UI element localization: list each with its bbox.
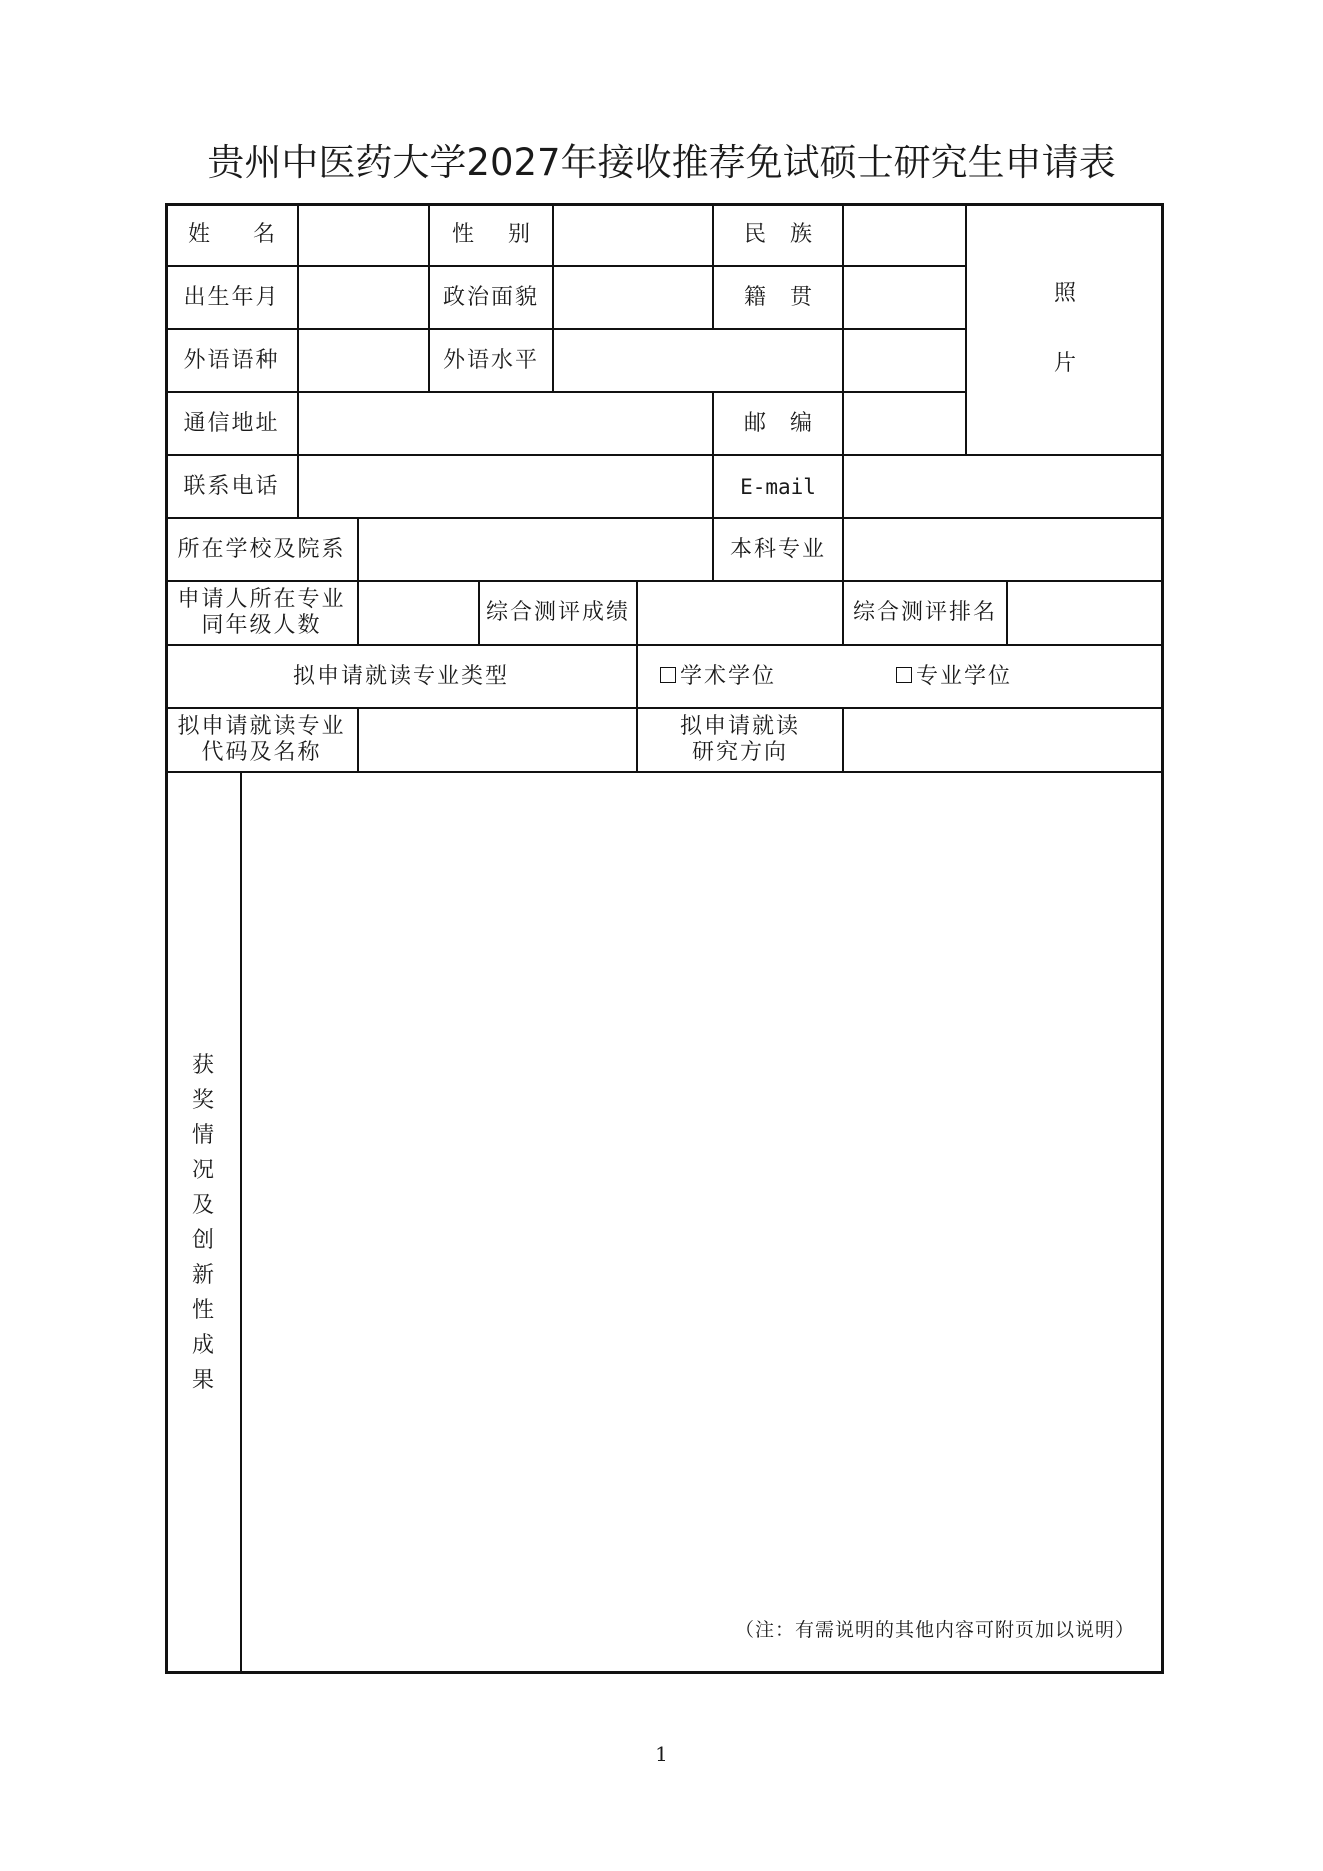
awards-label-char: 奖 bbox=[191, 1087, 214, 1113]
research-direction-label-line: 拟申请就读 bbox=[679, 714, 800, 739]
foreign-language-level-label: 外语水平 bbox=[442, 347, 539, 373]
undergrad-major-label: 本科专业 bbox=[729, 536, 826, 562]
ethnicity-label bbox=[714, 204, 842, 265]
awards-label-char: 情 bbox=[191, 1122, 214, 1148]
awards-label-char: 获 bbox=[191, 1052, 214, 1078]
awards-label bbox=[166, 773, 240, 1672]
ethnicity-label-char: 族 bbox=[789, 221, 812, 247]
major-code-name-label bbox=[166, 709, 357, 771]
awards-label-char: 新 bbox=[191, 1262, 214, 1288]
phone-field[interactable] bbox=[299, 456, 712, 517]
native-place-label-char: 籍 bbox=[744, 284, 767, 310]
email-label: E-mail bbox=[740, 474, 816, 499]
awards-label-char: 创 bbox=[191, 1227, 214, 1253]
political-status-label: 政治面貌 bbox=[442, 284, 539, 310]
academic-degree-option[interactable] bbox=[660, 646, 800, 707]
gender-field[interactable] bbox=[554, 204, 712, 265]
classmates-count-label-line: 申请人所在专业 bbox=[177, 587, 346, 612]
school-department-field[interactable] bbox=[359, 519, 712, 580]
awards-label-char: 况 bbox=[191, 1157, 214, 1183]
academic-degree-checkbox[interactable] bbox=[660, 667, 676, 683]
professional-degree-checkbox[interactable] bbox=[896, 667, 912, 683]
form-note: （注：有需说明的其他内容可附页加以说明） bbox=[734, 1619, 1135, 1641]
major-code-name-field[interactable] bbox=[359, 709, 636, 771]
gender-label bbox=[430, 204, 552, 265]
academic-degree-label: 学术学位 bbox=[680, 663, 777, 689]
name-label-char: 名 bbox=[252, 221, 275, 247]
foreign-language-level-field[interactable] bbox=[554, 330, 965, 391]
photo-label-char: 片 bbox=[1053, 351, 1076, 376]
overall-rank-label: 综合测评排名 bbox=[852, 600, 997, 625]
overall-score-field[interactable] bbox=[638, 582, 842, 644]
name-label bbox=[166, 204, 297, 265]
address-field[interactable] bbox=[299, 393, 712, 454]
classmates-count-label-line: 同年级人数 bbox=[201, 613, 322, 638]
photo-label-char: 照 bbox=[1053, 281, 1076, 306]
birth-date-field[interactable] bbox=[299, 267, 428, 328]
col-divider bbox=[636, 644, 638, 707]
awards-field[interactable] bbox=[242, 773, 1162, 1672]
degree-type-label: 拟申请就读专业类型 bbox=[292, 663, 509, 689]
ethnicity-field[interactable] bbox=[844, 204, 965, 265]
research-direction-label bbox=[638, 709, 842, 771]
gender-label-char: 别 bbox=[507, 221, 530, 247]
ethnicity-label-char: 民 bbox=[744, 221, 767, 247]
postcode-label bbox=[714, 393, 842, 454]
postcode-field[interactable] bbox=[844, 393, 965, 454]
political-status-field[interactable] bbox=[554, 267, 712, 328]
name-label-char: 姓 bbox=[188, 221, 211, 247]
professional-degree-option[interactable] bbox=[896, 646, 1036, 707]
address-label: 通信地址 bbox=[183, 410, 280, 436]
native-place-label bbox=[714, 267, 842, 328]
school-department-label: 所在学校及院系 bbox=[177, 536, 346, 562]
postcode-label-char: 编 bbox=[789, 410, 812, 436]
photo-area[interactable] bbox=[967, 204, 1163, 454]
page-number: 1 bbox=[655, 1742, 668, 1766]
email-field[interactable] bbox=[844, 456, 1162, 517]
classmates-count-field[interactable] bbox=[359, 582, 478, 644]
research-direction-label-line: 研究方向 bbox=[691, 740, 788, 765]
overall-score-label: 综合测评成绩 bbox=[485, 600, 630, 625]
postcode-label-char: 邮 bbox=[744, 410, 767, 436]
awards-label-char: 及 bbox=[191, 1192, 214, 1218]
major-code-name-label-line: 拟申请就读专业 bbox=[177, 714, 346, 739]
overall-rank-field[interactable] bbox=[1008, 582, 1162, 644]
native-place-label-char: 贯 bbox=[789, 284, 812, 310]
form-title: 贵州中医药大学2027年接收推荐免试硕士研究生申请表 bbox=[207, 141, 1116, 184]
name-field[interactable] bbox=[299, 204, 428, 265]
birth-date-label: 出生年月 bbox=[183, 284, 280, 310]
awards-label-char: 性 bbox=[191, 1297, 214, 1323]
foreign-language-label: 外语语种 bbox=[183, 347, 280, 373]
awards-label-char: 成 bbox=[191, 1332, 214, 1358]
major-code-name-label-line: 代码及名称 bbox=[201, 740, 322, 765]
research-direction-field[interactable] bbox=[844, 709, 1162, 771]
undergrad-major-field[interactable] bbox=[844, 519, 1162, 580]
foreign-language-field[interactable] bbox=[299, 330, 428, 391]
phone-label: 联系电话 bbox=[183, 473, 280, 499]
native-place-field[interactable] bbox=[844, 267, 965, 328]
professional-degree-label: 专业学位 bbox=[916, 663, 1013, 689]
awards-label-char: 果 bbox=[191, 1367, 214, 1393]
gender-label-char: 性 bbox=[452, 221, 475, 247]
classmates-count-label bbox=[166, 582, 357, 644]
